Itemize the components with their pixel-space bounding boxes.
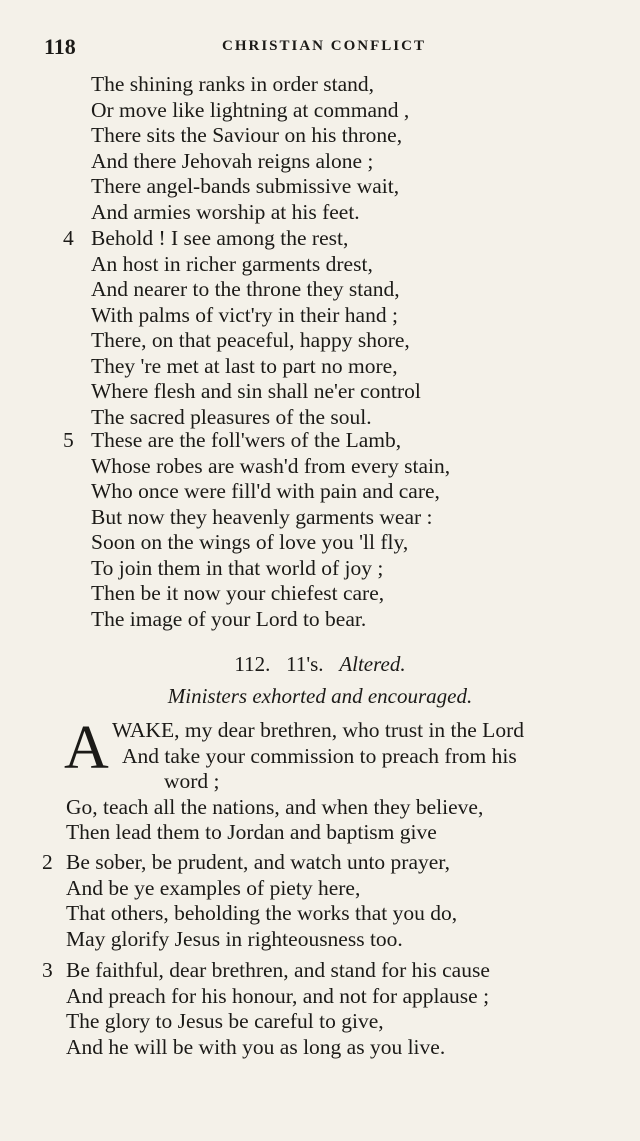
verse-line	[0, 744, 640, 770]
running-head: CHRISTIAN CONFLICT	[222, 38, 426, 54]
stanza-number: 4	[63, 226, 74, 250]
verse-text: Or move like lightning at command ,	[91, 97, 410, 122]
hymn-number: 112.	[234, 652, 271, 676]
verse-line	[0, 958, 640, 984]
verse-line	[0, 252, 640, 278]
verse-text: An host in richer garments drest,	[91, 251, 373, 276]
stanza-number: 3	[42, 958, 53, 982]
verse-line	[0, 328, 640, 354]
verse-text: And preach for his honour, and not for applause ;	[66, 983, 490, 1008]
stanza-continuation	[0, 72, 640, 225]
hymn-112-stanza-1	[0, 714, 640, 846]
verse-line	[0, 795, 640, 821]
verse-line	[0, 277, 640, 303]
verse-text: WAKE, my dear brethren, who trust in the Lord	[112, 718, 524, 742]
hymn-meter: 11's.	[286, 652, 324, 676]
verse-line	[0, 428, 640, 454]
verse-line	[0, 379, 640, 405]
verse-line	[0, 405, 640, 431]
verse-line	[0, 769, 640, 795]
verse-text: And be ye examples of piety here,	[66, 875, 361, 900]
verse-line	[0, 98, 640, 124]
verse-text: To join them in that world of joy ;	[91, 555, 384, 580]
verse-text: The shining ranks in order stand,	[91, 72, 375, 96]
verse-line	[0, 149, 640, 175]
verse-line	[0, 303, 640, 329]
verse-text: word ;	[164, 769, 220, 793]
verse-line	[0, 556, 640, 582]
verse-text: They 're met at last to part no more,	[91, 353, 398, 378]
stanza-number: 2	[42, 850, 53, 874]
hymn-note: Altered.	[339, 652, 406, 676]
verse-line	[0, 72, 640, 98]
drop-cap: A	[64, 714, 109, 782]
verse-line	[0, 876, 640, 902]
verse-line	[0, 354, 640, 380]
hymn-112-stanza-3	[0, 958, 640, 1060]
verse-line	[0, 984, 640, 1010]
verse-line	[0, 718, 640, 744]
verse-line	[0, 927, 640, 953]
stanza-number: 5	[63, 428, 74, 452]
verse-text: That others, beholding the works that you do,	[66, 901, 458, 925]
verse-text: Be faithful, dear brethren, and stand for his cause	[66, 958, 490, 982]
verse-text: Who once were fill'd with pain and care,	[91, 479, 440, 503]
hymn-112-stanza-2	[0, 850, 640, 952]
verse-line	[0, 479, 640, 505]
verse-text: Be sober, be prudent, and watch unto prayer,	[66, 850, 450, 874]
verse-text: Then be it now your chiefest care,	[91, 581, 385, 605]
verse-text: And nearer to the throne they stand,	[91, 277, 400, 301]
stanza-4	[0, 226, 640, 430]
verse-text: Go, teach all the nations, and when they believe,	[66, 794, 484, 819]
verse-text: Where flesh and sin shall ne'er control	[91, 379, 421, 403]
page-number: 118	[44, 34, 76, 59]
verse-line	[0, 505, 640, 531]
verse-text: The glory to Jesus be careful to give,	[66, 1009, 384, 1033]
verse-line	[0, 454, 640, 480]
page-header	[0, 34, 640, 60]
verse-text: And armies worship at his feet.	[91, 199, 360, 224]
verse-line	[0, 1035, 640, 1061]
verse-line	[0, 174, 640, 200]
verse-text: The sacred pleasures of the soul.	[91, 404, 372, 429]
verse-text: But now they heavenly garments wear :	[91, 504, 433, 529]
stanza-5	[0, 428, 640, 632]
verse-text: The image of your Lord to bear.	[91, 606, 367, 631]
verse-text: Then lead them to Jordan and baptism give	[66, 820, 437, 844]
verse-line	[0, 1009, 640, 1035]
verse-text: And there Jehovah reigns alone ;	[91, 148, 374, 173]
verse-text: May glorify Jesus in righteousness too.	[66, 926, 403, 951]
hymn-title: Ministers exhorted and encouraged.	[167, 684, 473, 708]
verse-text: There angel-bands submissive wait,	[91, 174, 400, 198]
verse-text: There sits the Saviour on his throne,	[91, 123, 403, 147]
verse-line	[0, 901, 640, 927]
verse-text: Whose robes are wash'd from every stain,	[91, 453, 451, 478]
verse-line	[0, 581, 640, 607]
verse-text: And he will be with you as long as you live.	[66, 1034, 446, 1059]
verse-text: And take your commission to preach from his	[122, 743, 517, 768]
verse-text: Behold ! I see among the rest,	[91, 226, 349, 250]
verse-text: Soon on the wings of love you 'll fly,	[91, 530, 409, 554]
verse-line	[0, 820, 640, 846]
verse-text: These are the foll'wers of the Lamb,	[91, 428, 402, 452]
verse-line	[0, 530, 640, 556]
verse-text: There, on that peaceful, happy shore,	[91, 328, 410, 352]
hymn-heading	[0, 652, 640, 677]
verse-line	[0, 226, 640, 252]
verse-text: With palms of vict'ry in their hand ;	[91, 302, 398, 327]
verse-line	[0, 200, 640, 226]
verse-line	[0, 123, 640, 149]
verse-line	[0, 850, 640, 876]
verse-line	[0, 607, 640, 633]
